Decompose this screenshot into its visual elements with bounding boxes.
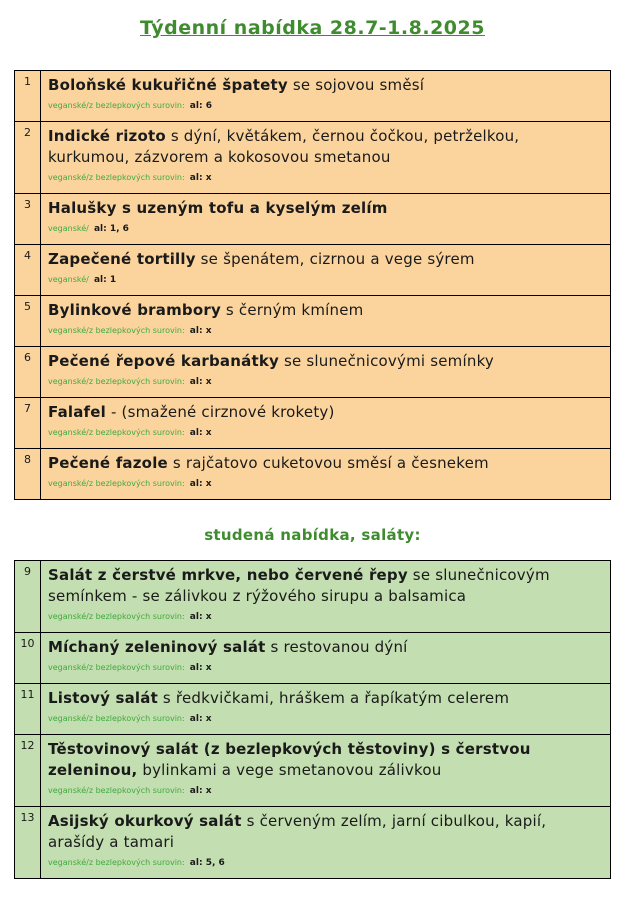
hot-menu-rows [15, 71, 611, 500]
menu-row [15, 245, 611, 296]
menu-row [15, 561, 611, 633]
allergen-codes: al: x [189, 786, 212, 796]
dish-name: Míchaný zeleninový salát [48, 638, 266, 656]
dish-name: Halušky s uzeným tofu a kyselým zelím [48, 199, 388, 217]
menu-row [15, 633, 611, 684]
dish-description: - (smažené cirznové krokety) [106, 403, 335, 421]
dish-description: bylinkami a vege smetanovou zálivkou [137, 761, 442, 779]
allergen-line [48, 220, 600, 235]
row-content [41, 807, 611, 879]
dish-name: Asijský okurkový salát [48, 812, 242, 830]
row-content [41, 633, 611, 684]
menu-row [15, 122, 611, 194]
dish-line [48, 565, 600, 607]
row-number: 6 [15, 347, 41, 398]
dish-line [48, 739, 600, 781]
menu-row [15, 71, 611, 122]
dish-line [48, 351, 600, 372]
allergen-line [48, 169, 600, 184]
row-content [41, 71, 611, 122]
allergen-line [48, 782, 600, 797]
allergen-codes: al: x [189, 612, 212, 622]
row-number: 1 [15, 71, 41, 122]
dish-description: se špenátem, cizrnou a vege sýrem [195, 250, 475, 268]
diet-label: veganské/z bezlepkových surovin: [48, 326, 185, 335]
dish-name: Zapečené tortilly [48, 250, 196, 268]
row-content [41, 735, 611, 807]
cold-menu-heading: studená nabídka, saláty: [204, 526, 421, 544]
dish-description: s černým kmínem [220, 301, 364, 319]
row-content [41, 296, 611, 347]
diet-label: veganské/z bezlepkových surovin: [48, 714, 185, 723]
allergen-codes: al: x [189, 479, 212, 489]
row-number: 7 [15, 398, 41, 449]
menu-row [15, 684, 611, 735]
row-number: 8 [15, 449, 41, 500]
dish-name: Boloňské kukuřičné špatety [48, 76, 288, 94]
dish-description: s dýní, květákem, černou čočkou, petrželkou, kurkumou, zázvorem a kokosovou smetanou [48, 127, 520, 166]
row-number: 5 [15, 296, 41, 347]
row-content [41, 122, 611, 194]
row-number: 12 [15, 735, 41, 807]
row-content [41, 245, 611, 296]
allergen-line [48, 854, 600, 869]
dish-line [48, 300, 600, 321]
dish-description: se slunečnicovým semínkem - se zálivkou z rýžového sirupu a balsamica [48, 566, 550, 605]
row-content [41, 561, 611, 633]
allergen-line [48, 608, 600, 623]
menu-row [15, 735, 611, 807]
cold-menu-rows [15, 561, 611, 879]
allergen-line [48, 373, 600, 388]
dish-line [48, 402, 600, 423]
row-number: 13 [15, 807, 41, 879]
dish-name: Pečené fazole [48, 454, 168, 472]
dish-name: Bylinkové brambory [48, 301, 221, 319]
dish-description: s restovanou dýní [265, 638, 408, 656]
row-number: 2 [15, 122, 41, 194]
allergen-codes: al: x [189, 377, 212, 387]
dish-description: s červeným zelím, jarní cibulkou, kapií, arašídy a tamari [48, 812, 547, 851]
dish-line [48, 688, 600, 709]
row-number: 11 [15, 684, 41, 735]
row-number: 3 [15, 194, 41, 245]
allergen-codes: al: x [189, 326, 212, 336]
diet-label: veganské/ [48, 224, 89, 233]
allergen-line [48, 659, 600, 674]
menu-row [15, 194, 611, 245]
allergen-codes: al: x [189, 428, 212, 438]
row-content [41, 194, 611, 245]
dish-description: se sojovou směsí [287, 76, 425, 94]
allergen-codes: al: 1 [93, 275, 117, 285]
row-content [41, 684, 611, 735]
diet-label: veganské/z bezlepkových surovin: [48, 101, 185, 110]
dish-name: Indické rizoto [48, 127, 166, 145]
dish-line [48, 637, 600, 658]
dish-name: Pečené řepové karbanátky [48, 352, 279, 370]
allergen-codes: al: x [189, 714, 212, 724]
page-title: Týdenní nabídka 28.7-1.8.2025 [140, 17, 485, 39]
allergen-line [48, 97, 600, 112]
hot-menu-table [14, 70, 611, 500]
diet-label: veganské/z bezlepkových surovin: [48, 612, 185, 621]
diet-label: veganské/z bezlepkových surovin: [48, 786, 185, 795]
allergen-codes: al: 6 [189, 101, 212, 111]
allergen-line [48, 424, 600, 439]
dish-line [48, 126, 600, 168]
menu-row [15, 807, 611, 879]
dish-line [48, 453, 600, 474]
diet-label: veganské/z bezlepkových surovin: [48, 377, 185, 386]
allergen-line [48, 475, 600, 490]
row-content [41, 347, 611, 398]
dish-description: s rajčatovo cuketovou směsí a česnekem [167, 454, 489, 472]
dish-description: se slunečnicovými semínky [278, 352, 494, 370]
menu-row [15, 296, 611, 347]
diet-label: veganské/ [48, 275, 89, 284]
row-number: 4 [15, 245, 41, 296]
diet-label: veganské/z bezlepkových surovin: [48, 663, 185, 672]
dish-name: Listový salát [48, 689, 158, 707]
allergen-codes: al: 1, 6 [93, 224, 129, 234]
allergen-line [48, 322, 600, 337]
row-content [41, 398, 611, 449]
menu-row [15, 449, 611, 500]
dish-line [48, 198, 600, 219]
row-number: 10 [15, 633, 41, 684]
dish-name: Těstovinový salát (z bezlepkových těstoviny) s čerstvou zeleninou, [48, 740, 531, 779]
diet-label: veganské/z bezlepkových surovin: [48, 479, 185, 488]
menu-row [15, 398, 611, 449]
dish-line [48, 249, 600, 270]
diet-label: veganské/z bezlepkových surovin: [48, 858, 185, 867]
dish-line [48, 75, 600, 96]
dish-name: Falafel [48, 403, 106, 421]
allergen-codes: al: x [189, 663, 212, 673]
dish-description: s ředkvičkami, hráškem a řapíkatým celerem [157, 689, 510, 707]
cold-menu-table [14, 560, 611, 879]
row-number: 9 [15, 561, 41, 633]
dish-line [48, 811, 600, 853]
menu-row [15, 347, 611, 398]
diet-label: veganské/z bezlepkových surovin: [48, 428, 185, 437]
allergen-codes: al: 5, 6 [189, 858, 225, 868]
allergen-line [48, 271, 600, 286]
row-content [41, 449, 611, 500]
allergen-codes: al: x [189, 173, 212, 183]
allergen-line [48, 710, 600, 725]
diet-label: veganské/z bezlepkových surovin: [48, 173, 185, 182]
dish-name: Salát z čerstvé mrkve, nebo červené řepy [48, 566, 408, 584]
